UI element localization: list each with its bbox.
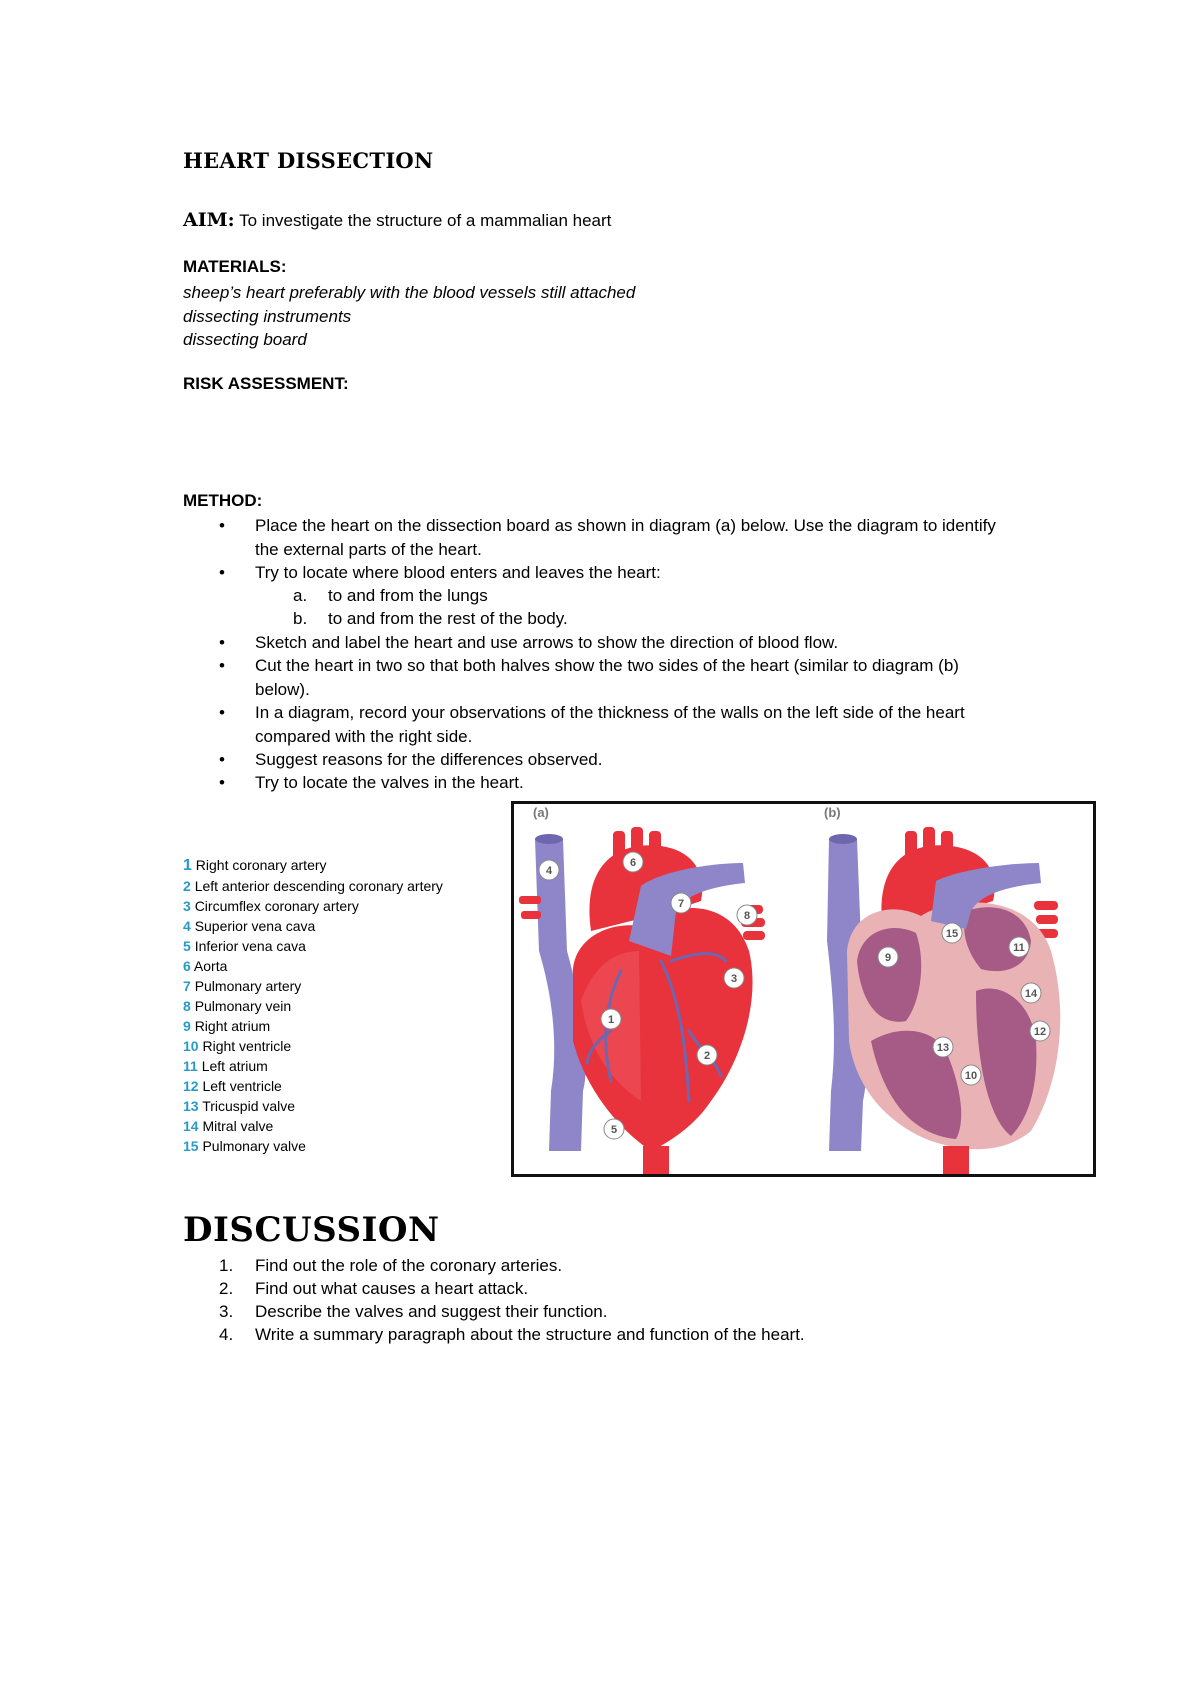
substep-letter: b. bbox=[293, 609, 308, 628]
legend-item bbox=[183, 936, 443, 956]
bullet-glyph: • bbox=[219, 516, 225, 535]
marker-6-text: 6 bbox=[629, 857, 637, 869]
legend-number: 12 bbox=[183, 1078, 199, 1094]
legend-number: 3 bbox=[183, 898, 191, 914]
substep-text: to and from the lungs bbox=[328, 586, 488, 605]
marker-15 bbox=[942, 923, 962, 943]
legend-label: Superior vena cava bbox=[194, 918, 316, 934]
marker-13-text: 13 bbox=[936, 1042, 950, 1054]
marker-10-text: 10 bbox=[964, 1070, 978, 1082]
legend-item bbox=[183, 996, 443, 1016]
legend-label: Right coronary artery bbox=[195, 857, 327, 873]
bullet-glyph: • bbox=[219, 750, 225, 769]
marker-6 bbox=[623, 852, 643, 872]
legend-label: Mitral valve bbox=[202, 1118, 274, 1134]
marker-12-text: 12 bbox=[1033, 1026, 1047, 1038]
legend-number: 11 bbox=[183, 1058, 198, 1074]
marker-8-text: 8 bbox=[743, 910, 751, 922]
aim-label: AIM: bbox=[183, 209, 235, 231]
aorta-branch bbox=[923, 827, 935, 859]
legend-item bbox=[183, 976, 443, 996]
marker-9 bbox=[878, 947, 898, 967]
legend-item bbox=[183, 1056, 443, 1076]
descending-aorta bbox=[643, 1146, 669, 1174]
legend-number: 7 bbox=[183, 978, 191, 994]
legend-number: 15 bbox=[183, 1138, 199, 1154]
legend-number: 2 bbox=[183, 878, 191, 894]
vena-cava-opening bbox=[535, 834, 563, 844]
substep-text: to and from the rest of the body. bbox=[328, 609, 568, 628]
pulmonary-vein-stub bbox=[1036, 915, 1058, 924]
marker-10 bbox=[961, 1065, 981, 1085]
discussion-number: 2. bbox=[219, 1279, 234, 1298]
legend-item bbox=[183, 1036, 443, 1056]
marker-1 bbox=[601, 1009, 621, 1029]
discussion-number: 3. bbox=[219, 1302, 234, 1321]
discussion-number: 4. bbox=[219, 1325, 234, 1344]
marker-14 bbox=[1021, 983, 1041, 1003]
legend-number: 8 bbox=[183, 998, 191, 1014]
marker-14-text: 14 bbox=[1024, 988, 1038, 1000]
materials-item: dissecting board bbox=[183, 330, 307, 349]
legend-label: Right atrium bbox=[194, 1018, 271, 1034]
method-step-text: Try to locate the valves in the heart. bbox=[255, 773, 524, 792]
legend-number: 1 bbox=[183, 857, 192, 874]
legend-label: Pulmonary artery bbox=[194, 978, 302, 994]
discussion-text: Find out the role of the coronary arteries. bbox=[255, 1256, 563, 1275]
legend-label: Pulmonary valve bbox=[202, 1138, 306, 1154]
risk-assessment-heading: RISK ASSESSMENT: bbox=[183, 374, 349, 393]
marker-1-text: 1 bbox=[607, 1014, 615, 1026]
legend-item bbox=[183, 1016, 443, 1036]
method-step-text: Suggest reasons for the differences observed. bbox=[255, 750, 603, 769]
marker-3-text: 3 bbox=[730, 973, 738, 985]
legend-label: Tricuspid valve bbox=[202, 1098, 296, 1114]
legend-number: 14 bbox=[183, 1118, 199, 1134]
legend-label: Left ventricle bbox=[202, 1078, 282, 1094]
legend-label: Aorta bbox=[193, 958, 228, 974]
legend-label: Left anterior descending coronary artery bbox=[194, 878, 443, 894]
legend-number: 4 bbox=[183, 918, 191, 934]
discussion-text: Find out what causes a heart attack. bbox=[255, 1279, 529, 1298]
substep-letter: a. bbox=[293, 586, 308, 605]
discussion-text: Write a summary paragraph about the structure and function of the heart. bbox=[255, 1325, 805, 1344]
heart-diagram bbox=[511, 801, 1096, 1177]
legend-number: 13 bbox=[183, 1098, 199, 1114]
marker-13 bbox=[933, 1037, 953, 1057]
marker-7 bbox=[671, 893, 691, 913]
marker-2 bbox=[697, 1045, 717, 1065]
marker-2-text: 2 bbox=[703, 1050, 711, 1062]
aorta-branch bbox=[941, 831, 953, 861]
legend-label: Left atrium bbox=[201, 1058, 268, 1074]
marker-12 bbox=[1030, 1021, 1050, 1041]
method-step-text: In a diagram, record your observations of the thickness of the walls on the left side of the heart compared with the right side. bbox=[255, 703, 965, 746]
legend-item bbox=[183, 1076, 443, 1096]
discussion-text: Describe the valves and suggest their function. bbox=[255, 1302, 608, 1321]
diagram-legend bbox=[183, 855, 443, 1156]
method-step-text: Cut the heart in two so that both halves show the two sides of the heart (similar to diagram (b) below). bbox=[255, 656, 959, 699]
bullet-glyph: • bbox=[219, 563, 225, 582]
marker-5-text: 5 bbox=[610, 1124, 618, 1136]
marker-11 bbox=[1009, 937, 1029, 957]
descending-aorta-b bbox=[943, 1146, 969, 1174]
legend-item bbox=[183, 1096, 443, 1116]
bullet-glyph: • bbox=[219, 703, 225, 722]
method-step-text: Try to locate where blood enters and leaves the heart: bbox=[255, 563, 661, 582]
legend-item bbox=[183, 916, 443, 936]
legend-item bbox=[183, 956, 443, 976]
marker-8 bbox=[737, 905, 757, 925]
marker-3 bbox=[724, 968, 744, 988]
legend-item bbox=[183, 855, 443, 876]
side-vessel bbox=[519, 896, 541, 904]
legend-label: Circumflex coronary artery bbox=[194, 898, 359, 914]
aorta-branch bbox=[649, 831, 661, 861]
discussion-heading: DISCUSSION bbox=[183, 1210, 440, 1250]
legend-number: 10 bbox=[183, 1038, 199, 1054]
panel-a-label: (a) bbox=[533, 805, 549, 820]
marker-7-text: 7 bbox=[677, 898, 685, 910]
legend-number: 9 bbox=[183, 1018, 191, 1034]
aorta-branch bbox=[905, 831, 917, 861]
legend-item bbox=[183, 876, 443, 896]
method-step-text: Place the heart on the dissection board as shown in diagram (a) below. Use the diagram to identify the external parts of the heart. bbox=[255, 516, 996, 559]
marker-5 bbox=[604, 1119, 624, 1139]
vena-cava-opening bbox=[829, 834, 857, 844]
aim-line bbox=[183, 209, 611, 231]
legend-label: Right ventricle bbox=[202, 1038, 292, 1054]
pulmonary-vein-stub bbox=[1034, 901, 1058, 910]
aim-text: To investigate the structure of a mammalian heart bbox=[239, 211, 612, 230]
bullet-glyph: • bbox=[219, 656, 225, 675]
legend-number: 6 bbox=[183, 958, 191, 974]
bullet-glyph: • bbox=[219, 633, 225, 652]
side-vessel bbox=[521, 911, 541, 919]
materials-list bbox=[183, 281, 635, 352]
marker-4-text: 4 bbox=[545, 865, 553, 877]
legend-item bbox=[183, 1116, 443, 1136]
legend-item bbox=[183, 1136, 443, 1156]
legend-number: 5 bbox=[183, 938, 191, 954]
marker-4 bbox=[539, 860, 559, 880]
legend-label: Pulmonary vein bbox=[194, 998, 292, 1014]
panel-b-label: (b) bbox=[824, 805, 841, 820]
method-step-text: Sketch and label the heart and use arrows to show the direction of blood flow. bbox=[255, 633, 839, 652]
marker-11-text: 11 bbox=[1013, 942, 1025, 954]
aorta-branch bbox=[613, 831, 625, 863]
legend-label: Inferior vena cava bbox=[194, 938, 306, 954]
materials-item: dissecting instruments bbox=[183, 306, 352, 326]
document-title: HEART DISSECTION bbox=[183, 148, 434, 173]
method-heading: METHOD: bbox=[183, 491, 263, 510]
legend-item bbox=[183, 896, 443, 916]
materials-item: sheep’s heart preferably with the blood vessels still attached bbox=[183, 283, 636, 302]
marker-9-text: 9 bbox=[884, 952, 892, 964]
materials-heading: MATERIALS: bbox=[183, 257, 287, 276]
discussion-number: 1. bbox=[219, 1256, 234, 1275]
marker-15-text: 15 bbox=[945, 928, 959, 940]
bullet-glyph: • bbox=[219, 773, 225, 792]
